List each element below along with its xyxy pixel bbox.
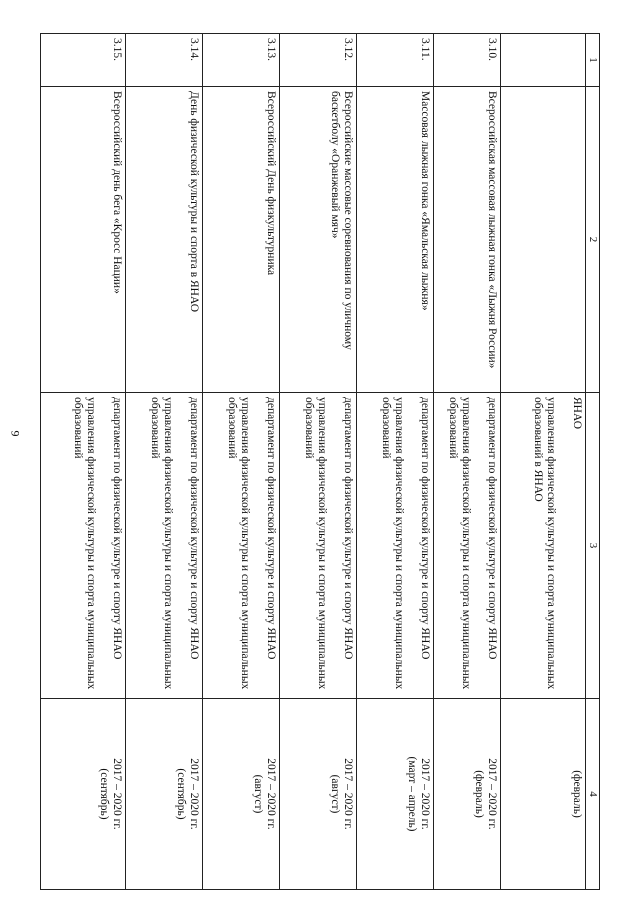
header-row [585, 34, 599, 890]
responsible-entry: управления физической культуры и спорта муниципальных образований [379, 397, 405, 690]
responsible-entry: управления физической культуры и спорта муниципальных образований [149, 397, 175, 690]
header-col-3: 3 [585, 393, 599, 699]
responsible-entry: департамент по физической культуре и спорту ЯНАО [111, 397, 124, 660]
responsible-entry: управления физической культуры и спорта муниципальных образований [446, 397, 472, 690]
event-name: Массовая лыжная гонка «Ямальская лыжня» [356, 87, 433, 393]
responsible-cell [356, 393, 433, 699]
responsible-entry: управления физической культуры и спорта муниципальных образований [72, 397, 98, 690]
row-number: 3.15. [41, 34, 126, 87]
date-line: (сентябрь) [175, 768, 188, 820]
table-row [433, 34, 500, 890]
responsible-entry: департамент по физической культуре и спорту ЯНАО [485, 397, 498, 660]
responsible-entry: управления физической культуры и спорта муниципальных образований [302, 397, 328, 690]
table-row [280, 34, 357, 890]
event-name [500, 87, 585, 393]
responsible-cell [126, 393, 203, 699]
event-name: Всероссийский День физкультурника [203, 87, 280, 393]
table-row [41, 34, 126, 890]
dates-cell [500, 699, 585, 890]
row-number: 3.13. [203, 34, 280, 87]
responsible-cell [280, 393, 357, 699]
dates-cell [41, 699, 126, 890]
responsible-cell [433, 393, 500, 699]
row-number: 3.12. [280, 34, 357, 87]
date-line: 2017 – 2020 гг. [111, 758, 124, 830]
header-col-4: 4 [585, 699, 599, 890]
event-name: Всероссийские массовые соревнования по уличному баскетболу «Оранжевый мяч» [280, 87, 357, 393]
date-line: 2017 – 2020 гг. [341, 758, 354, 830]
responsible-cell [41, 393, 126, 699]
responsible-cell [203, 393, 280, 699]
date-line: 2017 – 2020 гг. [418, 758, 431, 830]
row-number: 3.14. [126, 34, 203, 87]
dates-cell [280, 699, 357, 890]
responsible-entry: департамент по физической культуре и спорту ЯНАО [341, 397, 354, 660]
page-number: 9 [8, 430, 23, 437]
event-name: Всероссийский день бега «Кросс Нации» [41, 87, 126, 393]
event-name: Всероссийская массовая лыжная гонка «Лыжня России» [433, 87, 500, 393]
event-name: День физической культуры и спорта в ЯНАО [126, 87, 203, 393]
dates-cell [356, 699, 433, 890]
responsible-entry: департамент по физической культуре и спорту ЯНАО [418, 397, 431, 660]
date-line: 2017 – 2020 гг. [485, 758, 498, 830]
header-col-2: 2 [585, 87, 599, 393]
events-table [40, 33, 600, 890]
table-row [500, 34, 585, 890]
dates-cell [433, 699, 500, 890]
header-col-1: 1 [585, 34, 599, 87]
row-number [500, 34, 585, 87]
responsible-entry: департамент по физической культуре и спорту ЯНАО [265, 397, 278, 660]
date-line: 2017 – 2020 гг. [188, 758, 201, 830]
dates-cell [126, 699, 203, 890]
row-number: 3.10. [433, 34, 500, 87]
page-body [40, 33, 600, 890]
responsible-entry: департамент по физической культуре и спорту ЯНАО [188, 397, 201, 660]
table-row [356, 34, 433, 890]
date-line: (март – апрель) [405, 756, 418, 832]
date-line: 2017 – 2020 гг. [265, 758, 278, 830]
date-line: (февраль) [472, 770, 485, 818]
rotated-sheet [40, 33, 600, 890]
responsible-entry: ЯНАО [570, 397, 583, 430]
row-number: 3.11. [356, 34, 433, 87]
table-row [203, 34, 280, 890]
responsible-entry: управления физической культуры и спорта муниципальных образований в ЯНАО [531, 397, 557, 690]
responsible-entry: управления физической культуры и спорта муниципальных образований [226, 397, 252, 690]
date-line: (февраль) [570, 770, 583, 818]
table-row [126, 34, 203, 890]
responsible-cell [500, 393, 585, 699]
date-line: (август) [252, 774, 265, 814]
date-line: (сентябрь) [98, 768, 111, 820]
date-line: (август) [328, 774, 341, 814]
dates-cell [203, 699, 280, 890]
